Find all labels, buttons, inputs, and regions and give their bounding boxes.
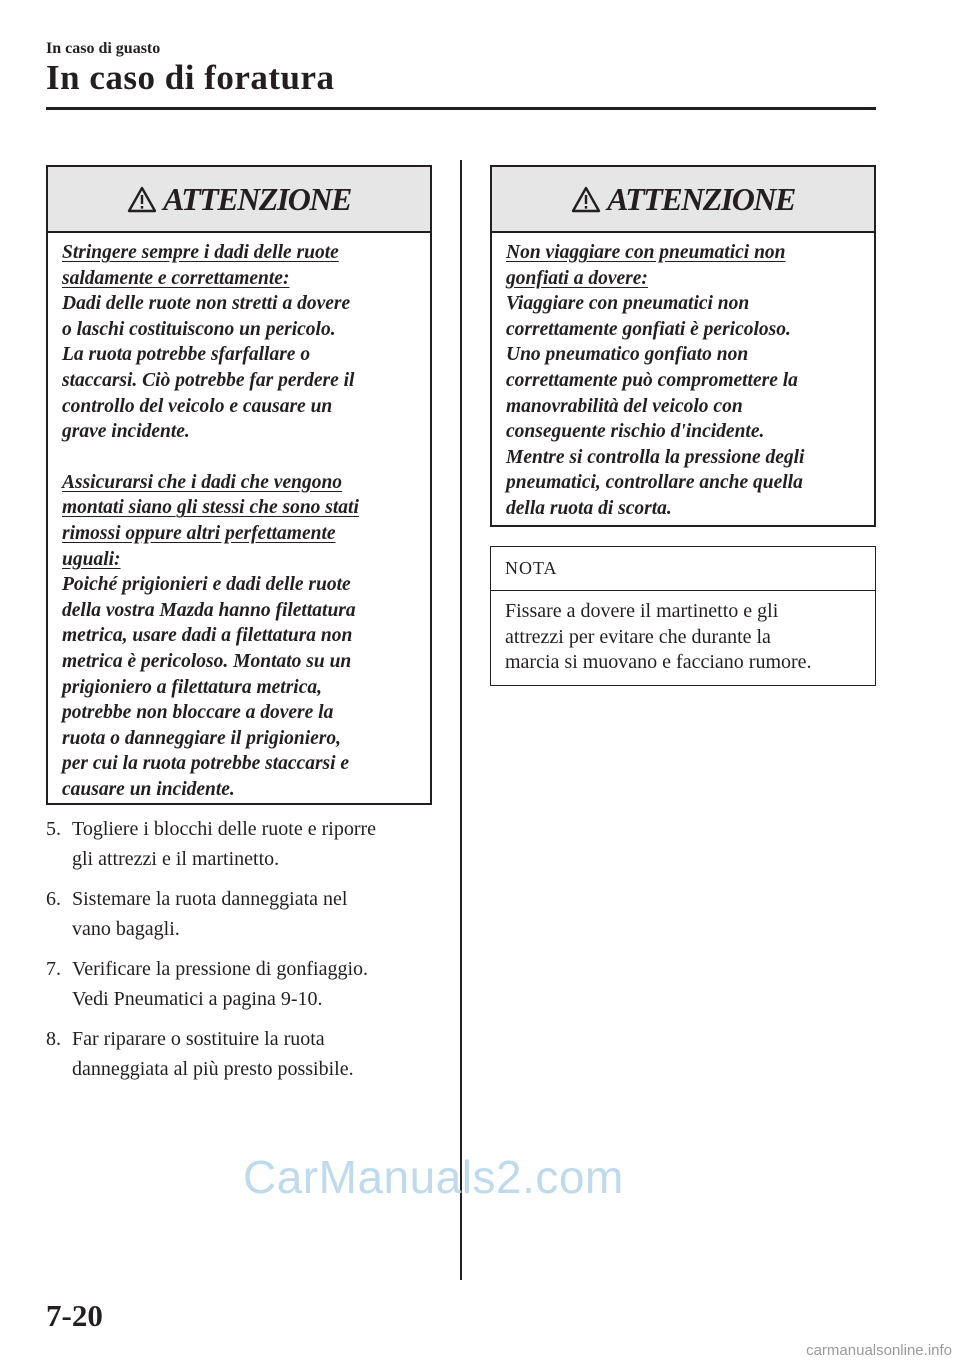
warning-subheading-line: uguali: (62, 548, 121, 570)
warning-text-line: prigioniero a filettatura metrica, (62, 676, 323, 698)
warning-subheading-line: gonfiati a dovere: (506, 267, 648, 289)
warning-text-line: conseguente rischio d'incidente. (506, 421, 765, 443)
warning-text-line: Uno pneumatico gonfiato non (506, 344, 749, 366)
warning-text-line: per cui la ruota potrebbe staccarsi e (62, 753, 350, 775)
list-item (46, 884, 446, 944)
step-number: 5. (46, 818, 61, 840)
note-text-line: attrezzi per evitare che durante la (505, 625, 771, 648)
warning-triangle-icon (571, 186, 601, 213)
warning-body (492, 233, 874, 532)
note-text-line: marcia si muovano e facciano rumore. (505, 651, 812, 673)
warning-text-line: o laschi costituiscono un pericolo. (62, 318, 336, 340)
warning-text-line: Mentre si controlla la pressione degli (506, 446, 805, 468)
step-text-line: Vedi Pneumatici a pagina 9-10. (72, 988, 323, 1010)
step-number: 7. (46, 958, 61, 980)
warning-text-line: Viaggiare con pneumatici non (506, 293, 750, 315)
note-heading: NOTA (491, 547, 875, 591)
step-number: 8. (46, 1028, 61, 1050)
step-text-line: Togliere i blocchi delle ruote e riporre (72, 818, 377, 840)
warning-text-line: staccarsi. Ciò potrebbe far perdere il (62, 369, 355, 391)
list-item (46, 1024, 446, 1084)
warning-text-line: manovrabilità del veicolo con (506, 395, 743, 417)
warning-subheading-line: Stringere sempre i dadi delle ruote (62, 242, 339, 263)
warning-text-line: correttamente può compromettere la (506, 369, 798, 391)
warning-heading: ATTENZIONE (607, 180, 795, 217)
step-text (72, 814, 376, 874)
warning-subheading-line: Non viaggiare con pneumatici non (506, 242, 786, 263)
list-item (46, 954, 446, 1014)
warning-text-line: della vostra Mazda hanno filettatura (62, 599, 356, 621)
steps-list (46, 814, 446, 1094)
warning-subheading-line: Assicurarsi che i dadi che vengono (62, 471, 343, 493)
step-text-line: vano bagagli. (72, 918, 180, 940)
step-text (72, 884, 347, 944)
step-text-line: Far riparare o sostituire la ruota (72, 1028, 325, 1050)
list-item (46, 814, 446, 874)
step-text-line: gli attrezzi e il martinetto. (72, 848, 280, 870)
warning-text-line: ruota o danneggiare il prigioniero, (62, 727, 341, 749)
warning-heading: ATTENZIONE (163, 180, 351, 217)
warning-header (48, 167, 430, 233)
warning-subheading-line: saldamente e correttamente: (62, 267, 290, 289)
step-number: 6. (46, 888, 61, 910)
warning-header (492, 167, 874, 233)
note-text-line: Fissare a dovere il martinetto e gli (505, 600, 779, 622)
step-text-line: Sistemare la ruota danneggiata nel (72, 888, 348, 910)
warning-text-line: controllo del veicolo e causare un (62, 395, 333, 417)
warning-text-line: metrica è pericoloso. Montato su un (62, 650, 352, 672)
warning-body (48, 233, 430, 812)
title-rule (46, 107, 876, 110)
warning-triangle-icon (127, 186, 157, 213)
footer-source-watermark: carmanualsonline.info (806, 1342, 952, 1359)
warning-text-line: potrebbe non bloccare a dovere la (62, 702, 334, 724)
note-box (490, 546, 876, 686)
step-text-line: danneggiata al più presto possibile. (72, 1058, 354, 1080)
warning-text-line: pneumatici, controllare anche quella (506, 472, 803, 494)
warning-text-line: metrica, usare dadi a filettatura non (62, 625, 353, 647)
step-text (72, 1024, 354, 1084)
page-title: In caso di foratura (46, 58, 335, 97)
step-text (72, 954, 368, 1014)
column-divider (460, 160, 462, 1280)
warning-subheading-line: rimossi oppure altri perfettamente (62, 522, 336, 544)
warning-text-line: Poiché prigionieri e dadi delle ruote (62, 574, 351, 596)
warning-text-line: causare un incidente. (62, 778, 235, 800)
warning-box-left (46, 165, 432, 805)
warning-text-line: Dadi delle ruote non stretti a dovere (62, 293, 351, 315)
section-label: In caso di guasto (46, 40, 161, 57)
note-body (491, 591, 875, 684)
warning-text-line: correttamente gonfiati è pericoloso. (506, 318, 791, 340)
warning-box-right (490, 165, 876, 527)
page-number: 7-20 (46, 1298, 103, 1333)
warning-text-line: grave incidente. (62, 421, 190, 443)
watermark: CarManuals2.com (243, 1151, 624, 1203)
warning-text-line: La ruota potrebbe sfarfallare o (62, 344, 311, 366)
warning-text-line: della ruota di scorta. (506, 497, 672, 519)
warning-subheading-line: montati siano gli stessi che sono stati (62, 497, 359, 519)
step-text-line: Verificare la pressione di gonfiaggio. (72, 958, 369, 980)
